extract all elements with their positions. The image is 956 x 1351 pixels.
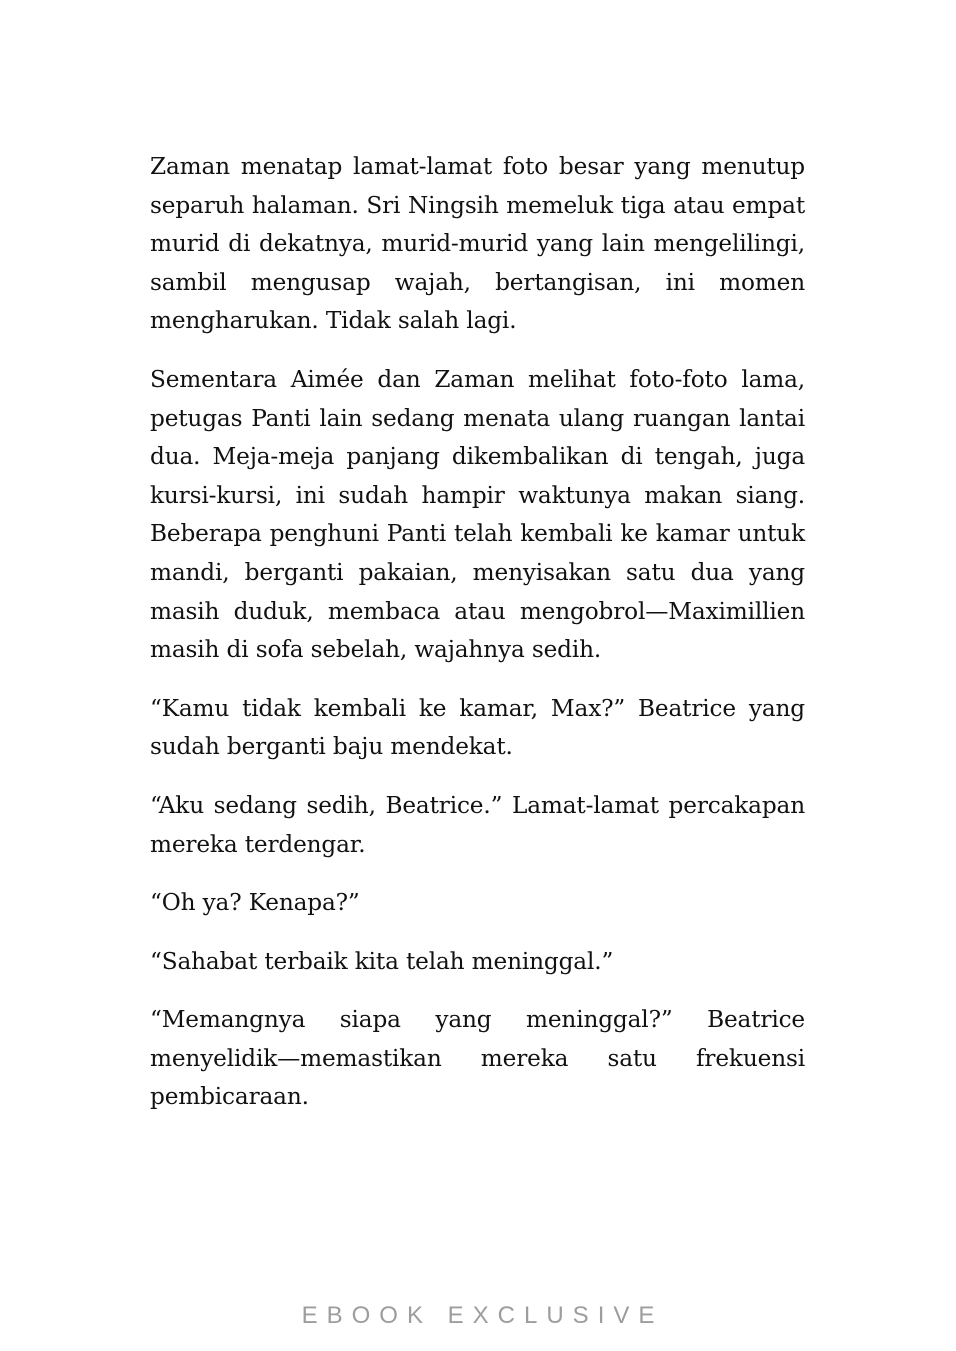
paragraph-2: Sementara Aimée dan Zaman melihat foto-foto lama, petugas Panti lain sedang menata ulang ruangan lantai dua. Meja-meja panjang dikembalikan di tengah, juga kursi-kursi, ini sudah hampir waktunya makan siang. Beberapa penghuni Panti telah kembali ke kamar untuk mandi, berganti pakaian, menyisakan satu dua yang masih duduk, membaca atau mengobrol—Maximillien masih di sofa sebelah, wajahnya sedih. <box>150 365 805 664</box>
paragraph-6: “Sahabat terbaik kita telah meninggal.” <box>150 947 614 975</box>
paragraph-5: “Oh ya? Kenapa?” <box>150 889 360 917</box>
paragraph-7: “Memangnya siapa yang meninggal?” Beatrice menyelidik—memastikan mereka satu frekuensi pembicaraan. <box>150 1006 805 1111</box>
ebook-exclusive-footer: EBOOK EXCLUSIVE <box>301 1302 664 1329</box>
paragraph-3: “Kamu tidak kembali ke kamar, Max?” Beatrice yang sudah berganti baju mendekat. <box>150 694 805 761</box>
book-page-body <box>150 148 805 1137</box>
paragraph-1: Zaman menatap lamat-lamat foto besar yang menutup separuh halaman. Sri Ningsih memeluk tiga atau empat murid di dekatnya, murid-murid yang lain mengelilingi, sambil mengusap wajah, bertangisan, ini momen mengharukan. Tidak salah lagi. <box>150 153 805 335</box>
paragraph-4: “Aku sedang sedih, Beatrice.” Lamat-lamat percakapan mereka terdengar. <box>150 791 805 858</box>
